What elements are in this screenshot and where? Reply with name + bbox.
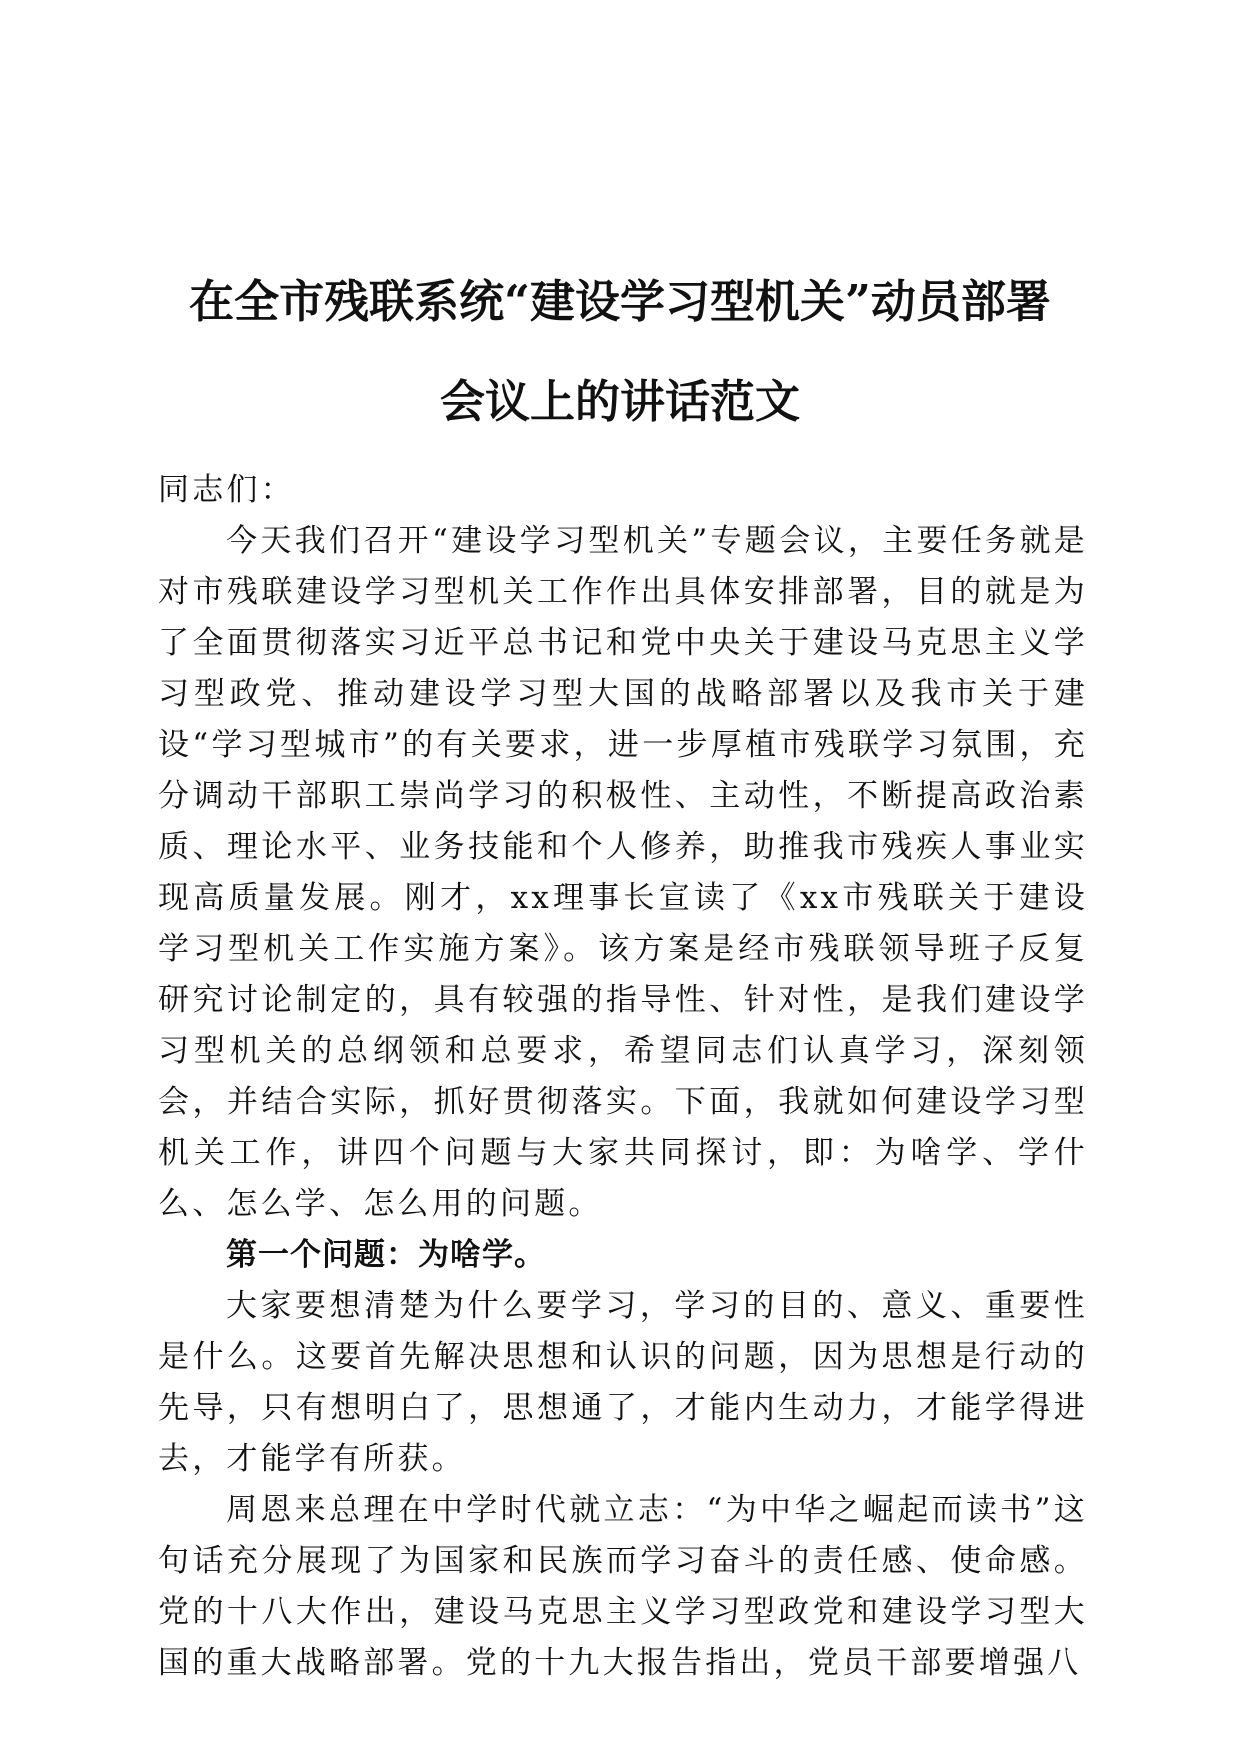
document-title-line-2: 会议上的讲话范文: [439, 375, 800, 429]
document-title-line-1: 在全市残联系统“建设学习型机关”动员部署: [189, 275, 1051, 329]
section-1-paragraph-1: 大家要想清楚为什么要学习，学习的目的、意义、重要性是什么。这要首先解决思想和认识的问题，因为思想是行动的先导，只有想明白了，思想通了，才能内生动力，才能学得进去，才能学有所获。: [158, 1288, 1088, 1477]
section-1-paragraph-2: 周恩来总理在中学时代就立志：“为中华之崛起而读书”这句话充分展现了为国家和民族而学习奋斗的责任感、使命感。党的十八大作出，建设马克思主义学习型政党和建设学习型大国的重大战略部署。党的十九大报告指出，党员干部要增强八: [158, 1492, 1088, 1681]
intro-paragraph: 今天我们召开“建设学习型机关”专题会议，主要任务就是对市残联建设学习型机关工作作出具体安排部署，目的就是为了全面贯彻落实习近平总书记和党中央关于建设马克思主义学习型政党、推动建设学习型大国的战略部署以及我市关于建设“学习型城市”的有关要求，进一步厚植市残联学习氛围，充分调动干部职工崇尚学习的积极性、主动性，不断提高政治素质、理论水平、业务技能和个人修养，助推我市残疾人事业实现高质量发展。刚才，xx理事长宣读了《xx市残联关于建设学习型机关工作实施方案》。该方案是经市残联领导班子反复研究讨论制定的，具有较强的指导性、针对性，是我们建设学习型机关的总纲领和总要求，希望同志们认真学习，深刻领会，并结合实际，抓好贯彻落实。下面，我就如何建设学习型机关工作，讲四个问题与大家共同探讨，即：为啥学、学什么、怎么学、怎么用的问题。: [158, 523, 1088, 1222]
document-body: [158, 465, 1088, 1689]
salutation: 同志们：: [158, 472, 295, 508]
section-1-heading: 第一个问题：为啥学。: [226, 1237, 546, 1273]
document-title: [140, 252, 1100, 452]
